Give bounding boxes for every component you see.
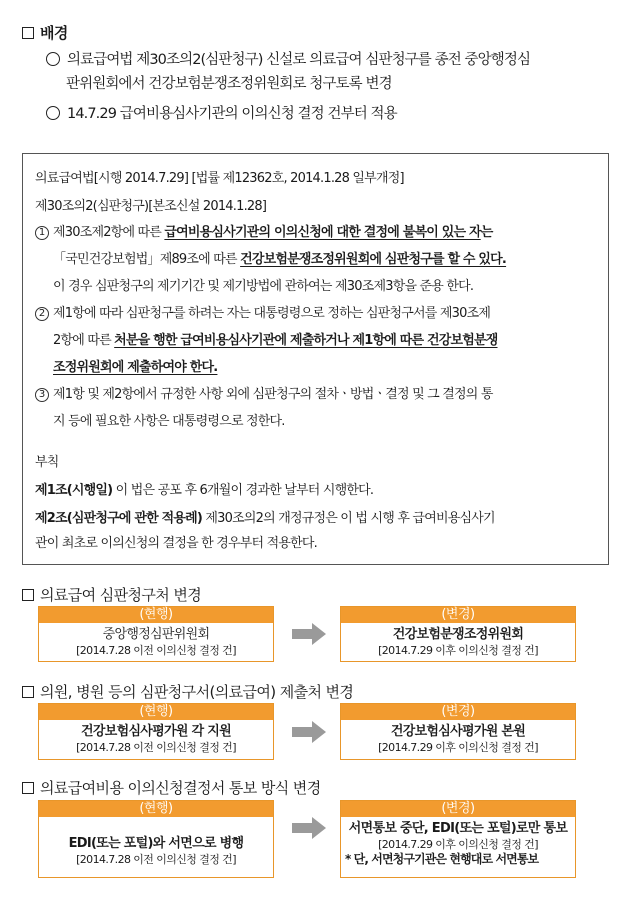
current-label: (현행)	[39, 607, 273, 623]
changed-note: * 단, 서면청구기관은 현행대로 서면통보	[345, 852, 539, 866]
current-date: [2014.7.28 이전 이의신청 결정 건]	[76, 644, 236, 657]
changed-date: [2014.7.29 이후 이의신청 결정 건]	[378, 741, 538, 754]
checkbox-square-icon	[22, 589, 34, 601]
current-main: 건강보험심사평가원 각 지원	[81, 724, 231, 739]
change-2-new-box	[340, 703, 576, 760]
changed-label: (변경)	[341, 607, 575, 623]
change-1-heading: 의료급여 심판청구처 변경	[22, 584, 201, 605]
background-bullet-1-cont: 판위원회에서 건강보험분쟁조정위원회로 청구토록 변경	[66, 76, 392, 92]
law-para2-line3: 조정위원회에 제출하여야 한다.	[53, 360, 218, 375]
change-3-current-box	[38, 800, 274, 878]
right-arrow-icon	[292, 817, 326, 839]
change-3-new-box	[340, 800, 576, 878]
current-label: (현행)	[39, 801, 273, 817]
law-article: 제30조의2(심판청구)[본조신설 2014.1.28]	[35, 199, 267, 214]
law-para1-line2: 「국민건강보험법」제89조에 따른 건강보험분쟁조정위원회에 심판청구를 할 수 있다.	[53, 252, 507, 267]
background-bullet-1: 의료급여법 제30조의2(심판청구) 신설로 의료급여 심판청구를 종전 중앙행정심	[46, 48, 530, 72]
change-3-heading: 의료급여비용 이의신청결정서 통보 방식 변경	[22, 777, 321, 798]
background-heading: 배경	[22, 22, 68, 43]
changed-main: 건강보험분쟁조정위원회	[392, 627, 524, 642]
law-para2-line2: 2항에 따른 처분을 행한 급여비용심사기관에 제출하거나 제1항에 따른 건강보험분쟁	[53, 333, 498, 348]
checkbox-square-icon	[22, 782, 34, 794]
law-supplement-art1: 제1조(시행일) 이 법은 공포 후 6개월이 경과한 날부터 시행한다.	[35, 483, 374, 498]
change-1-new-box	[340, 606, 576, 662]
law-title: 의료급여법[시행 2014.7.29] [법률 제12362호, 2014.1.28 일부개정]	[35, 171, 404, 186]
law-para3-line1: 3 제1항 및 제2항에서 규정한 사항 외에 심판청구의 절차ㆍ방법ㆍ결정 및 그 결정의 통	[35, 386, 493, 404]
law-supplement-heading: 부칙	[35, 455, 59, 470]
law-para3-line2: 지 등에 필요한 사항은 대통령령으로 정한다.	[53, 414, 285, 429]
circle-bullet-icon	[46, 106, 60, 120]
law-para1-line3: 이 경우 심판청구의 제기기간 및 제기방법에 관하여는 제30조제3항을 준용 한다.	[53, 279, 474, 294]
law-para2-line1: 2 제1항에 따라 심판청구를 하려는 자는 대통령령으로 정하는 심판청구서를 제30조제	[35, 305, 490, 323]
checkbox-square-icon	[22, 27, 34, 39]
law-excerpt-box	[22, 153, 609, 565]
change-2-heading: 의원, 병원 등의 심판청구서(의료급여) 제출처 변경	[22, 681, 353, 702]
checkbox-square-icon	[22, 686, 34, 698]
change-2-current-box	[38, 703, 274, 760]
law-supplement-art2: 제2조(심판청구에 관한 적용례) 제30조의2의 개정규정은 이 법 시행 후 급여비용심사기	[35, 511, 495, 526]
changed-label: (변경)	[341, 704, 575, 720]
right-arrow-icon	[292, 721, 326, 743]
current-label: (현행)	[39, 704, 273, 720]
background-bullet-2: 14.7.29 급여비용심사기관의 이의신청 결정 건부터 적용	[46, 102, 397, 126]
law-supplement-art2-cont: 관이 최초로 이의신청의 결정을 한 경우부터 적용한다.	[35, 536, 318, 551]
changed-date: [2014.7.29 이후 이의신청 결정 건]	[378, 838, 538, 851]
changed-date: [2014.7.29 이후 이의신청 결정 건]	[378, 644, 538, 657]
changed-main: 서면통보 중단, EDI(또는 포털)로만 통보	[348, 821, 568, 836]
current-main: 중앙행정심판위원회	[102, 627, 210, 642]
current-date: [2014.7.28 이전 이의신청 결정 건]	[76, 741, 236, 754]
changed-main: 건강보험심사평가원 본원	[390, 724, 526, 739]
circle-bullet-icon	[46, 52, 60, 66]
law-para1-line1: 1 제30조제2항에 따른 급여비용심사기관의 이의신청에 대한 결정에 불복이 있는 자는	[35, 224, 492, 242]
changed-label: (변경)	[341, 801, 575, 817]
change-1-current-box	[38, 606, 274, 662]
right-arrow-icon	[292, 623, 326, 645]
current-date: [2014.7.28 이전 이의신청 결정 건]	[76, 853, 236, 866]
current-main: EDI(또는 포털)와 서면으로 병행	[68, 836, 244, 851]
